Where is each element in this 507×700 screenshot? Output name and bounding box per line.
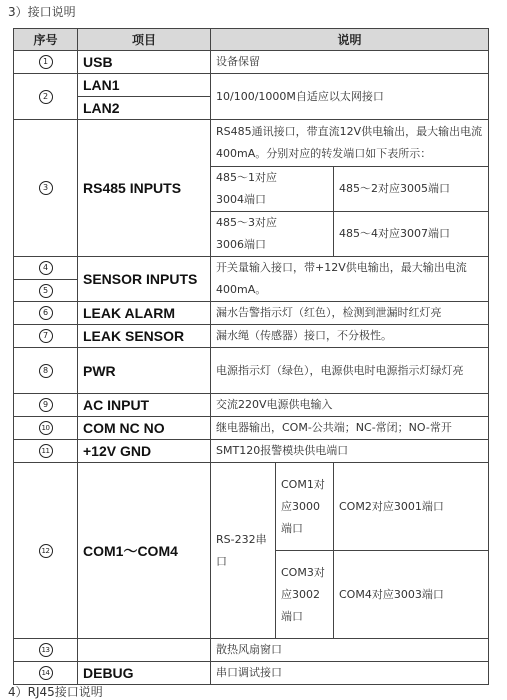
item-desc: 电源指示灯（绿色），电源供电时电源指示灯绿灯亮 [211,348,489,394]
row-number: 3 [14,120,78,257]
table-row [14,51,489,74]
table-row [14,394,489,417]
item-name: DEBUG [78,662,211,685]
table-row [14,463,489,551]
table-row [14,302,489,325]
item-name: LEAK ALARM [78,302,211,325]
com-map-4: COM4对应3003端口 [334,551,489,639]
row-number: 6 [14,302,78,325]
item-name: USB [78,51,211,74]
com-serial-type: RS-232串口 [211,463,276,639]
item-name: SENSOR INPUTS [78,257,211,302]
item-name: COM1～COM4 [78,463,211,639]
table-row [14,348,489,394]
row-number: 5 [14,279,78,302]
item-name: LAN1 [78,74,211,97]
header-desc: 说明 [211,29,489,51]
row-number: 10 [14,417,78,440]
item-desc: 串口调试接口 [211,662,489,685]
com-map-2: COM2对应3001端口 [334,463,489,551]
item-name: LEAK SENSOR [78,325,211,348]
row-number: 12 [14,463,78,639]
com-map-3: COM3对应3002端口 [276,551,334,639]
row-number: 13 [14,639,78,662]
item-desc: SMT120报警模块供电端口 [211,440,489,463]
item-desc: 继电器输出，COM-公共端；NC-常闭；NO-常开 [211,417,489,440]
item-desc: 交流220V电源供电输入 [211,394,489,417]
row-number: 4 [14,257,78,280]
item-name: +12V GND [78,440,211,463]
table-row [14,120,489,167]
header-item: 项目 [78,29,211,51]
table-header-row [14,29,489,51]
item-desc: RS485通讯接口，带直流12V供电输出，最大输出电流400mA。分别对应的转发端口如下表所示： [211,120,489,167]
item-desc: 漏水告警指示灯（红色），检测到泄漏时红灯亮 [211,302,489,325]
table-row [14,325,489,348]
item-desc: 漏水绳（传感器）接口，不分极性。 [211,325,489,348]
item-desc: 散热风扇窗口 [211,639,489,662]
item-desc: 设备保留 [211,51,489,74]
table-row [14,440,489,463]
row-number: 9 [14,394,78,417]
item-name: RS485 INPUTS [78,120,211,257]
table-row [14,417,489,440]
item-desc: 10/100/1000M自适应以太网接口 [211,74,489,120]
item-name: COM NC NO [78,417,211,440]
table-row [14,257,489,280]
table-row [14,639,489,662]
interface-table [13,28,489,685]
rs485-map-3: 485～3对应3006端口 [211,212,334,257]
row-number: 2 [14,74,78,120]
item-name: PWR [78,348,211,394]
rs485-map-2: 485～2对应3005端口 [334,167,489,212]
row-number: 7 [14,325,78,348]
table-row [14,662,489,685]
table-row [14,74,489,97]
rs485-map-1: 485～1对应3004端口 [211,167,334,212]
item-name: LAN2 [78,97,211,120]
item-name [78,639,211,662]
item-desc: 开关量输入接口，带+12V供电输出，最大输出电流400mA。 [211,257,489,302]
next-section-heading: 4）RJ45接口说明 [8,685,103,699]
row-number: 11 [14,440,78,463]
row-number: 8 [14,348,78,394]
item-name: AC INPUT [78,394,211,417]
header-no: 序号 [14,29,78,51]
row-number: 14 [14,662,78,685]
row-number: 1 [14,51,78,74]
com-map-1: COM1对应3000端口 [276,463,334,551]
section-heading: 3）接口说明 [8,5,76,19]
rs485-map-4: 485～4对应3007端口 [334,212,489,257]
